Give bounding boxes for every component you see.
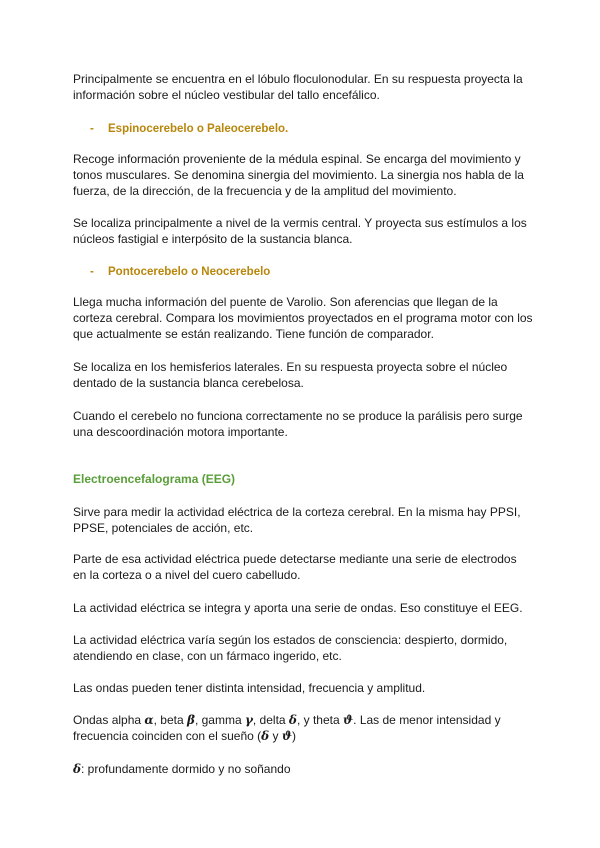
- paragraph-espinocerebelo: Recoge información proveniente de la médula espinal. Se encarga del movimiento y tonos musculares. Se denomina sinergia del movimiento. La sinergia nos habla de la fuerza, de la dirección, de la frecuencia y de la amplitud del movimiento.: [73, 152, 524, 198]
- text-fragment: ): [292, 729, 296, 743]
- paragraph-floculonodular: Principalmente se encuentra en el lóbulo floculonodular. En su respuesta proyecta la información sobre el núcleo vestibular del tallo encefálico.: [73, 72, 523, 102]
- text-fragment: : profundamente dormido y no soñando: [81, 762, 291, 776]
- bullet-pontocerebelo-label: Pontocerebelo o Neocerebelo: [108, 266, 271, 278]
- beta-symbol: β: [186, 713, 195, 727]
- paragraph-electrodos: Parte de esa actividad eléctrica puede detectarse mediante una serie de electrodos en la corteza o a nivel del cuero cabelludo.: [73, 552, 517, 582]
- section-heading-eeg: Electroencefalograma (EEG): [73, 472, 236, 486]
- paragraph-descoordinacion: Cuando el cerebelo no funciona correctamente no se produce la parálisis pero surge una descoordinación motora importante.: [73, 409, 523, 439]
- text-fragment: y: [269, 729, 282, 743]
- paragraph-tipos-ondas: [73, 712, 533, 744]
- paragraph-ondas-eeg: La actividad eléctrica se integra y aporta una serie de ondas. Eso constituye el EEG.: [73, 601, 523, 615]
- text-fragment: , y theta: [296, 713, 343, 727]
- theta-symbol: ϑ: [342, 713, 354, 727]
- text-fragment: , beta: [153, 713, 187, 727]
- paragraph-eeg-mide: Sirve para medir la actividad eléctrica de la corteza cerebral. En la misma hay PPSI, PPSE, potenciales de acción, etc.: [73, 505, 521, 535]
- theta-symbol: ϑ: [281, 729, 292, 743]
- text-fragment: , gamma: [194, 713, 245, 727]
- delta-symbol: δ: [288, 713, 297, 727]
- paragraph-delta-sueno: [73, 761, 533, 777]
- bullet-espinocerebelo: [90, 122, 288, 136]
- text-fragment: . Las de menor intensidad y frecuencia coinciden con el sueño (: [73, 713, 501, 743]
- bullet-dash: -: [90, 266, 94, 278]
- alpha-symbol: α: [144, 713, 154, 727]
- paragraph-intensidad: Las ondas pueden tener distinta intensidad, frecuencia y amplitud.: [73, 681, 426, 695]
- gamma-symbol: γ: [244, 713, 253, 727]
- text-fragment: Ondas alpha: [73, 713, 145, 727]
- bullet-dash: -: [90, 123, 94, 135]
- bullet-pontocerebelo: [90, 265, 270, 279]
- delta-symbol: δ: [261, 729, 270, 743]
- paragraph-vermis: Se localiza principalmente a nivel de la vermis central. Y proyecta sus estímulos a los núcleos fastigial e interpósito de la sustancia blanca.: [73, 216, 527, 246]
- paragraph-hemisferios: Se localiza en los hemisferios laterales. En su respuesta proyecta sobre el núcleo dentado de la sustancia blanca cerebelosa.: [73, 360, 508, 390]
- paragraph-estados-consciencia: La actividad eléctrica varía según los estados de consciencia: despierto, dormido, atendiendo en clase, con un fármaco ingerido, etc.: [73, 633, 508, 663]
- bullet-espinocerebelo-label: Espinocerebelo o Paleocerebelo.: [108, 123, 289, 135]
- text-fragment: , delta: [252, 713, 289, 727]
- delta-symbol: δ: [73, 762, 82, 776]
- paragraph-pontocerebelo: Llega mucha información del puente de Varolio. Son aferencias que llegan de la corteza cerebral. Compara los movimientos proyectados en el programa motor con los que actualmente se están realizando. Tiene función de comparador.: [73, 295, 533, 341]
